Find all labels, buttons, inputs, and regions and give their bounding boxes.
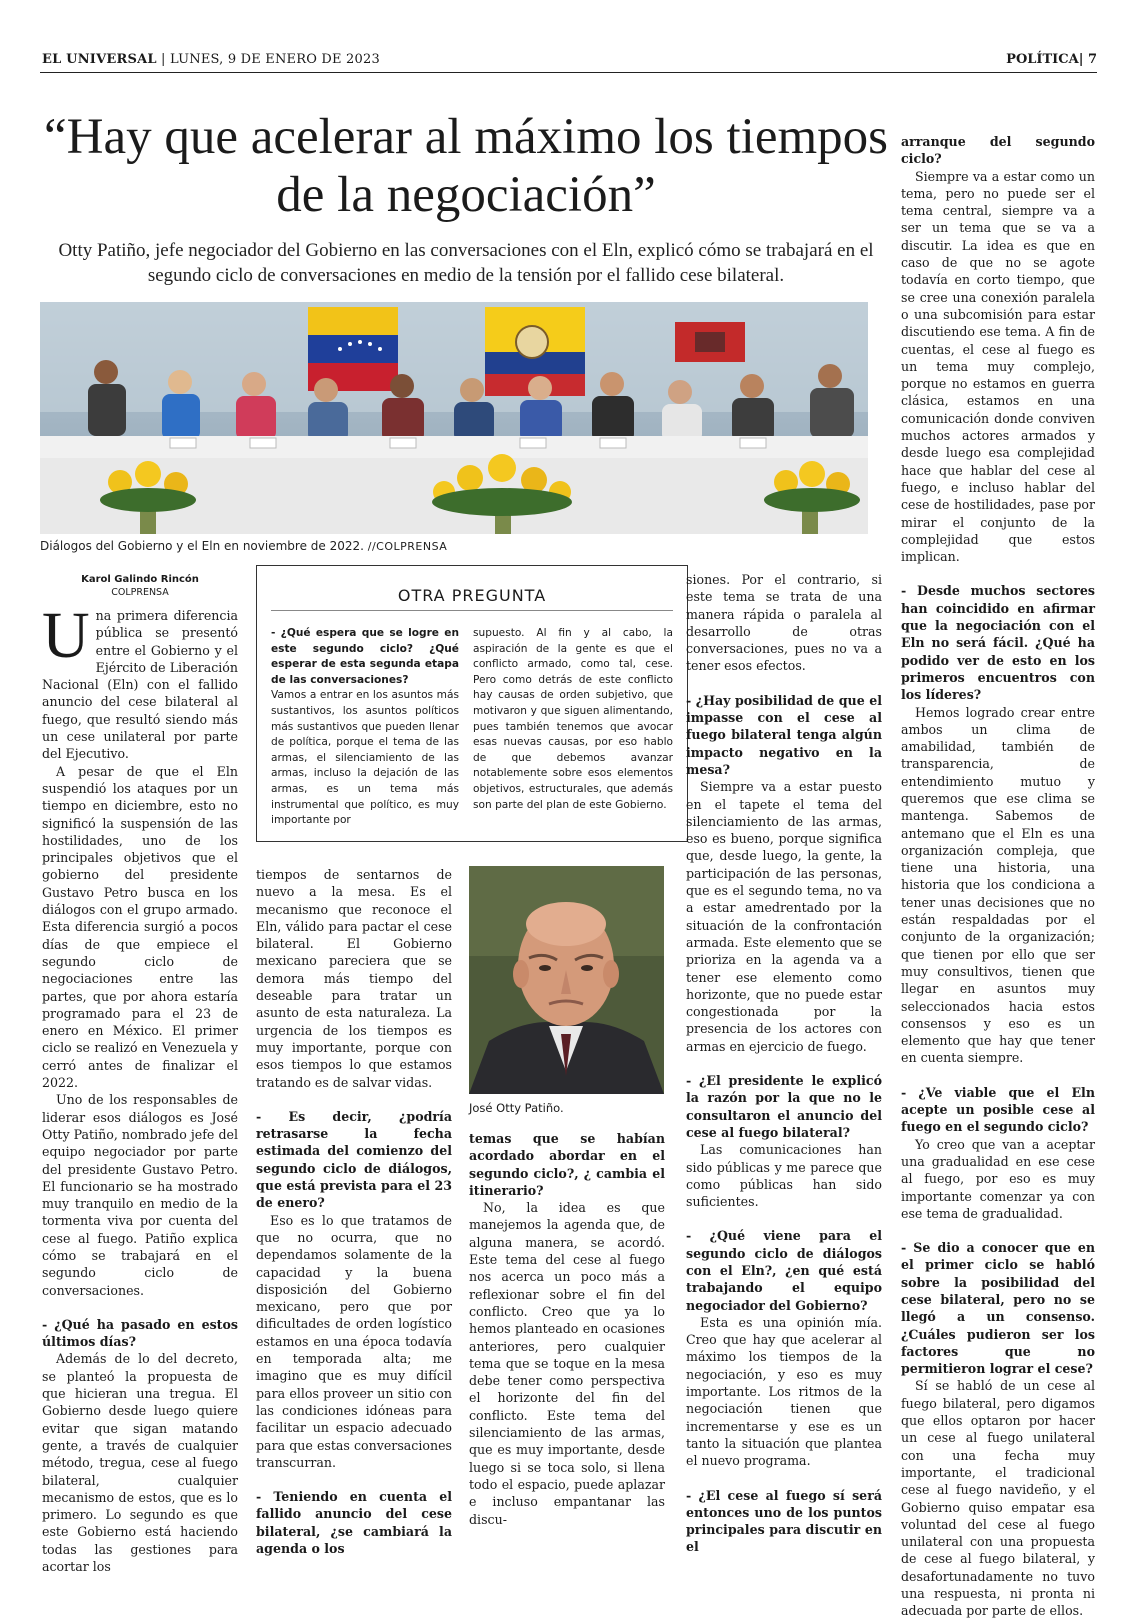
caption-credit: //COLPRENSA [367, 540, 448, 553]
body-paragraph: siones. Por el contrario, si este tema se trata de una manera rápida o paralela al desarrollo de otras conversaciones, pues no va a tener esos efectos. [686, 572, 882, 674]
box-column-left [271, 626, 459, 829]
interview-question: - Se dio a conocer que en el primer ciclo se habló sobre la posibilidad del cese bilateral, pero no se llegó a un consenso. ¿Cuáles pudieron ser los factores que no permitieron lograr el cese? [901, 1240, 1095, 1377]
body-paragraph: A pesar de que el Eln suspendió los ataques por un tiempo en diciembre, esto no significó la suspensión de las hostilidades, uno de los principales objetivos que el gobierno del presidente Gustavo Petro busca en los diálogos con el grupo armado. Esta diferencia surgió a pocos días de que empiece el segundo ciclo de negociaciones entre las partes, que por ahora estaría programado para el 23 de enero en México. El primer ciclo se realizó en Venezuela y cerró antes de finalizar el 2022. [42, 763, 238, 1091]
negotiation-table-photo [40, 302, 868, 534]
body-paragraph: Eso es lo que tratamos de que no ocurra, que no dependamos solamente de la capacidad y la buena disposición del Gobierno mexicano, pero que por dificultades de orden logístico estamos en una época todavía en temporada alta; me imagino que es muy difícil para ellos proveer un sitio con las condiciones idóneas para facilitar un espacio adecuado para que estas conversaciones transcurran. [256, 1212, 452, 1470]
newspaper-brand: EL UNIVERSAL [42, 52, 157, 67]
body-paragraph: Uno de los responsables de liderar esos diálogos es José Otty Patiño, nombrado jefe del equipo negociador por parte del presidente Gustavo Petro. El funcionario se ha mostrado muy tranquilo en medio de la tormenta viva por cuenta del cese al fuego. Patiño explica cómo se trabajará en el segundo ciclo de conversaciones. [42, 1092, 238, 1298]
section-label: POLÍTICA| 7 [1006, 52, 1097, 67]
headline: “Hay que acelerar al máximo los tiempos de la negociación” [43, 109, 888, 223]
interview-question: - ¿Qué viene para el segundo ciclo de diálogos con el Eln?, ¿en qué está trabajando el equipo negociador del Gobierno? [686, 1228, 882, 1313]
column-2 [256, 866, 452, 1557]
portrait-image [469, 866, 664, 1094]
body-paragraph: tiempos de sentarnos de nuevo a la mesa. Es el mecanismo que reconoce el Eln, válido para pactar el cese bilateral. El Gobierno mexicano pareciera que se demora más tiempo del deseable para tratar un asunto de esta naturaleza. La urgencia de los tiempos es muy importante, porque con esos tiempos lo que estamos tratando es de salvar vidas. [256, 867, 452, 1090]
sidebar-box [256, 565, 688, 842]
interview-question: - ¿El cese al fuego sí será entonces uno de los puntos principales para discutir en el [686, 1487, 882, 1555]
box-question: - ¿Qué espera que se logre en este segundo ciclo? ¿Qué esperar de esta segunda etapa de las conversaciones? [271, 627, 459, 686]
body-paragraph: Además de lo del decreto, se planteó la propuesta de que hicieran una tregua. El Gobierno desde luego quiere evitar que sigan matando gente, a través de cualquier método, tregua, cese al fuego bilateral, cualquier mecanismo de estos, que es lo primero. Lo segundo es que este Gobierno está haciendo todas las gestiones para acortar los [42, 1351, 238, 1575]
portrait-caption: José Otty Patiño. [469, 1101, 564, 1115]
box-title: OTRA PREGUNTA [397, 586, 547, 605]
portrait-photo [469, 866, 664, 1094]
column-1 [42, 573, 238, 1575]
section-name: POLÍTICA [1006, 52, 1079, 67]
column-5 [901, 133, 1095, 1620]
body-paragraph: Siempre va a estar puesto en el tapete el tema del silenciamiento de las armas, eso es bueno, porque significa que, desde luego, la gente, la participación de las personas, que es el segundo tema, no va a estar amedrentado por la situación de la confrontación armada. Este elemento que se prioriza en la agenda va a tener ese elemento como horizonte, que no puede estar congestionada por la presencia de los actores con armas en ejercicio de fuego. [686, 779, 882, 1054]
header-rule [40, 72, 1097, 73]
interview-question: temas que se habían acordado abordar en el segundo ciclo?, ¿ cambia el itinerario? [469, 1131, 665, 1198]
main-photo [40, 302, 868, 534]
lead-paragraph [42, 599, 238, 763]
body-paragraph: Las comunicaciones han sido públicas y me parece que como públicas han sido suficientes. [686, 1142, 882, 1210]
interview-question: - ¿Qué ha pasado en estos últimos días? [42, 1316, 238, 1350]
author-agency: COLPRENSA [111, 587, 169, 598]
body-paragraph: Sí se habló de un cese al fuego bilateral, pero digamos que ellos optaron por hacer un cese al fuego unilateral con una fecha muy importante, el tradicional cese al fuego navideño, y el Gobierno quiso empatar esa voluntad del cese al fuego unilateral con una propuesta de cese al fuego bilateral, y desafortunadamente no tuvo una respuesta, ni pronta ni adecuada por parte de ellos. [901, 1378, 1095, 1619]
drop-cap: U [42, 599, 90, 672]
interview-question: - Es decir, ¿podría retrasarse la fecha estimada del comienzo del segundo ciclo de diálogos, que está prevista para el 23 de enero? [256, 1108, 452, 1211]
body-paragraph: Hemos logrado crear entre ambos un clima de amabilidad, también de transparencia, de entendimiento mutuo y queremos que ese clima se mantenga. Sabemos de antemano que el Eln es una organización compleja, que tiene una historia, una historia que los condiciona a tener unas decisiones que no están respaldadas por el conjunto de la organización; que tienen por ello que ser muy consultivos, tienen que llegar en asuntos muy seleccionados hacia estos consensos y eso es un elemento que hay que tener en cuenta siempre. [901, 704, 1095, 1066]
deck: Otty Patiño, jefe negociador del Gobierno en las conversaciones con el Eln, explicó cómo se trabajará en el segundo ciclo de conversaciones en medio de la tensión por el fallido cese bilateral. [58, 240, 874, 286]
interview-question: arranque del segundo ciclo? [901, 134, 1095, 167]
body-paragraph: Esta es una opinión mía. Creo que hay que acelerar al máximo los tiempos de la negociación, y eso es muy importante. Los ritmos de la negociación tienen que incrementarse y ese es un tanto la situación que plantea el nuevo programa. [686, 1314, 882, 1469]
interview-question: - Teniendo en cuenta el fallido anuncio del cese bilateral, ¿se cambiará la agenda o los [256, 1489, 452, 1556]
byline [42, 573, 238, 599]
photo-caption [40, 539, 447, 553]
body-paragraph: Yo creo que van a aceptar una gradualidad en ese cese al fuego, por eso es muy importante comenzar ya con ese tema de gradualidad. [901, 1136, 1095, 1221]
interview-question: - ¿El presidente le explicó la razón por la que no le consultaron el anuncio del cese al fuego bilateral? [686, 1073, 882, 1140]
caption-text: Diálogos del Gobierno y el Eln en noviembre de 2022. [40, 539, 364, 553]
interview-question: - Desde muchos sectores han coincidido en afirmar que la negociación con el Eln no será fácil. ¿Qué ha podido ver de esto en los primeros encuentros con los líderes? [901, 583, 1095, 703]
box-answer-left: Vamos a entrar en los asuntos más sustantivos, los asuntos políticos más sustantivos que pueden llenar de política, porque el tema de las armas, el silenciamiento de las armas, incluso la dejación de las armas, es un tema más instrumental que político, es muy importante por [271, 689, 459, 827]
body-paragraph: Siempre va a estar como un tema, pero no puede ser el tema central, siempre va a ser un tema que se va a discutir. La idea es que en caso de que no se agote todavía en corto tiempo, que se cree una conexión paralela o una subcomisión para estar discutiendo ese tema. A fin de cuentas, el cese al fuego es un tema muy complejo, porque no estamos en guerra clásica, estamos en una comunicación donde conviven muchos actores armados y desde luego esa complejidad hace que hablar del cese al fuego, e incluso hablar del cese de hostilidades, pase por mirar el conjunto de la complejidad que estos implican. [901, 168, 1095, 565]
column-4 [686, 571, 882, 1556]
lead-text: na primera diferencia pública se presentó entre el Gobierno y el Ejército de Liberación Nacional (Eln) con el fallido anuncio del cese bilateral al fuego, que resultó siendo más un cese unilateral por parte del Ejecutivo. [42, 608, 238, 762]
box-rule [271, 610, 673, 611]
author-name: Karol Galindo Rincón [81, 574, 199, 585]
page-number: 7 [1087, 52, 1097, 67]
box-answer-right: supuesto. Al fin y al cabo, la aspiración de la gente es que el conflicto armado, como tal, cese. Pero como detrás de este conflicto hay causas de orden subjetivo, que motivaron y que siguen alimentando, pues también tenemos que avocar esas nuevas causas, por eso hablo de que debemos avanzar notablemente sobre esos elementos objetivos, estructurales, que además son parte del plan de este Gobierno. [473, 627, 673, 811]
interview-question: - ¿Hay posibilidad de que el impasse con el cese al fuego bilateral tenga algún impacto negativo en la mesa? [686, 692, 882, 777]
body-paragraph: No, la idea es que manejemos la agenda que, de alguna manera, se acordó. Este tema del cese al fuego nos acerca un poco más a reflexionar sobre el fin del conflicto. Creo que ya lo hemos planteado en ocasiones anteriores, pero cualquier tema que se toque en la mesa debe tener como perspectiva el horizonte del fin del conflicto. Este tema del silenciamiento de las armas, que es muy importante, desde luego si se toca solo, si llena todo el espacio, puede aplazar e incluso empantanar las discu- [469, 1200, 665, 1527]
column-3 [469, 1130, 665, 1528]
interview-question: - ¿Ve viable que el Eln acepte un posible cese al fuego en el segundo ciclo? [901, 1084, 1095, 1135]
masthead: EL UNIVERSAL | LUNES, 9 DE ENERO DE 2023 [42, 52, 380, 67]
box-column-right [473, 626, 673, 813]
issue-date: LUNES, 9 DE ENERO DE 2023 [169, 52, 380, 67]
